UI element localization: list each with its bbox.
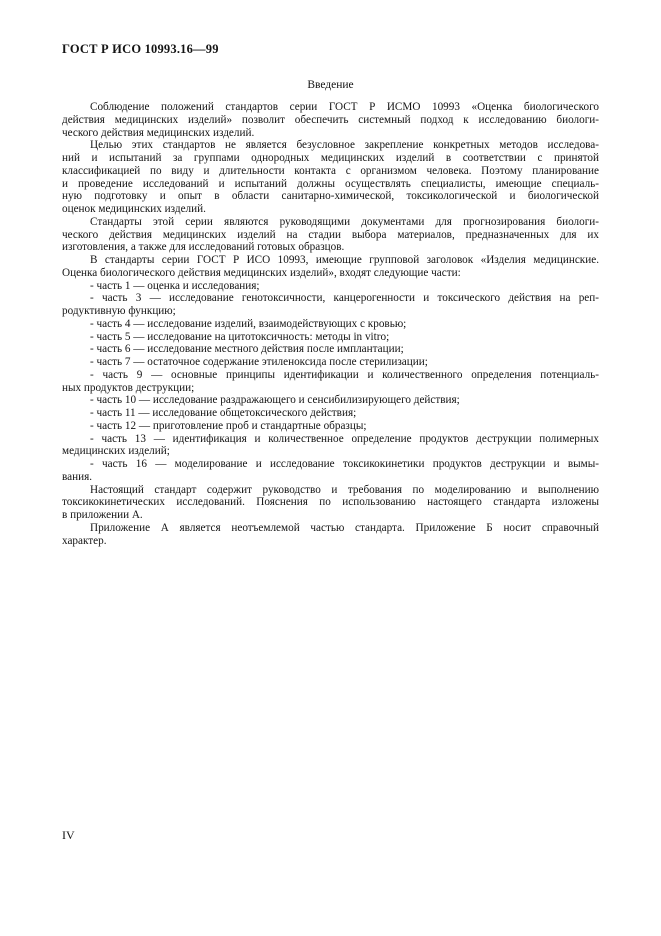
list-item: - часть 3 — исследование генотоксичности, канцерогенности и токсического действия на реп- — [90, 292, 599, 305]
page-number: IV — [62, 828, 75, 842]
text-line: классификацией по виду и длительности контакта с организмом человека. Поэтому планирование — [62, 164, 599, 177]
list-item-continuation: медицинских изделий; — [62, 445, 170, 458]
text-line: токсикокинетических исследований. Пояснения по использованию настоящего стандарта изложены — [62, 496, 599, 509]
list-item-continuation: вания. — [62, 470, 93, 483]
list-item: - часть 10 — исследование раздражающего и сенсибилизирующего действия; — [90, 394, 460, 407]
document-id: ГОСТ Р ИСО 10993.16—99 — [62, 42, 219, 56]
list-item: - часть 12 — приготовление проб и стандартные образцы; — [90, 419, 367, 432]
text-line: Соблюдение положений стандартов серии ГОСТ Р ИСМО 10993 «Оценка биологического — [90, 101, 599, 113]
text-line: ческого действия медицинских изделий. — [62, 126, 255, 139]
text-line: В стандарты серии ГОСТ Р ИСО 10993, имеющие групповой заголовок «Изделия медицинские. — [90, 254, 599, 266]
text-line: ческого действия медицинских изделий на стадии выбора материалов, предназначенных для их — [62, 228, 599, 241]
list-item-continuation: ных продуктов деструкции; — [62, 381, 195, 394]
list-item-continuation: родуктивную функцию; — [62, 305, 176, 317]
text-line: характер. — [62, 534, 107, 547]
list-item: - часть 16 — моделирование и исследование токсикокинетики продуктов деструкции и вымы- — [90, 458, 599, 470]
text-line: оценок медицинских изделий. — [62, 203, 206, 215]
list-item: - часть 7 — остаточное содержание этиленоксида после стерилизации; — [90, 356, 428, 368]
list-item: - часть 9 — основные принципы идентификации и количественного определения потенциаль- — [90, 368, 599, 381]
text-line: Приложение А является неотъемлемой частью стандарта. Приложение Б носит справочный — [90, 521, 599, 534]
text-line: Настоящий стандарт содержит руководство и требования по моделированию и выполнению — [90, 483, 599, 496]
section-title: Введение — [307, 79, 354, 91]
list-item: - часть 6 — исследование местного действия после имплантации; — [90, 343, 404, 356]
text-line: и проведение исследований и испытаний должны осуществлять специалисты, имеющие специаль- — [62, 177, 599, 190]
text-line: Оценка биологического действия медицинских изделий», входят следующие части: — [62, 266, 461, 279]
list-item: - часть 4 — исследование изделий, взаимодействующих с кровью; — [90, 317, 407, 330]
text-line: Целью этих стандартов не является безусловное закрепление конкретных методов исследова- — [90, 139, 599, 152]
list-item: - часть 11 — исследование общетоксического действия; — [90, 407, 357, 419]
list-item: - часть 5 — исследование на цитотоксичность: методы in vitro; — [90, 330, 390, 343]
text-line: действия медицинских изделий» позволит обеспечить системный подход к исследованию биологи- — [62, 113, 599, 126]
body-text — [62, 101, 599, 547]
list-item: - часть 1 — оценка и исследования; — [90, 279, 260, 292]
text-line: Стандарты этой серии являются руководящими документами для прогнозирования биологи- — [90, 215, 599, 228]
text-line: ний и испытаний за группами однородных медицинских изделий в соответствии с принятой — [62, 152, 599, 164]
list-item: - часть 13 — идентификация и количественное определение продуктов деструкции полимерных — [90, 432, 599, 445]
text-line: изготовления, а также для исследований готовых образцов. — [62, 241, 345, 254]
text-line: в приложении А. — [62, 509, 143, 521]
text-line: ную подготовку и опыт в области санитарно-химической, токсикологической и биологической — [62, 190, 599, 203]
